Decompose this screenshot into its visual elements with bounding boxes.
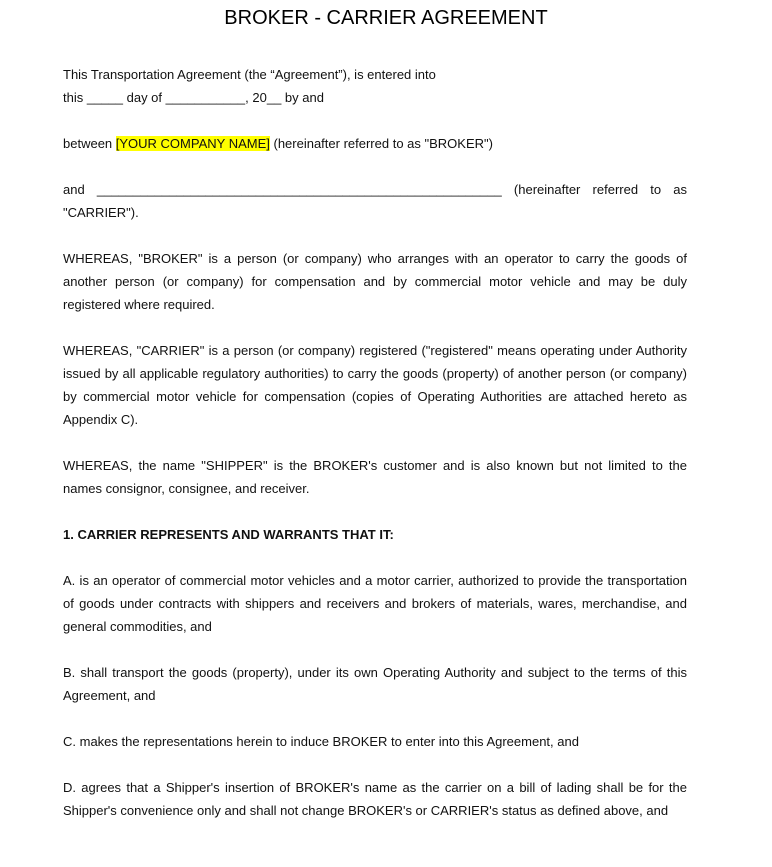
section-1-item-c: C. makes the representations herein to induce BROKER to enter into this Agreement, and [63,734,579,749]
company-name-placeholder: [YOUR COMPANY NAME] [115,136,270,151]
between-paragraph [63,132,687,155]
section-1-item-a: A. is an operator of commercial motor vehicles and a motor carrier, authorized to provide the transportation of goods under contracts with shippers and receivers and brokers of materials, wares, merchandise, and general commodities, and [63,573,687,634]
whereas-broker: WHEREAS, "BROKER" is a person (or company) who arranges with an operator to carry the goods of another person (or company) for compensation and by commercial motor vehicle and may be duly registered where required. [63,251,687,312]
between-suffix: (hereinafter referred to as "BROKER") [269,136,493,151]
section-1-item-b: B. shall transport the goods (property), under its own Operating Authority and subject to the terms of this Agreement, and [63,665,687,703]
intro-line-1: This Transportation Agreement (the “Agreement”), is entered into [63,67,436,82]
between-prefix: between [63,136,116,151]
whereas-carrier: WHEREAS, "CARRIER" is a person (or company) registered ("registered" means operating under Authority issued by all applicable regulatory authorities) to carry the goods (property) of another person (or company) by commercial motor vehicle for compensation (copies of Operating Authorities are attached hereto as Appendix C). [63,343,687,427]
intro-line-2: this _____ day of ___________, 20__ by and [63,90,324,105]
carrier-paragraph: and ________________________________________________________ (hereinafter referred to as "CARRIER"). [63,182,687,220]
intro-paragraph [63,63,687,109]
whereas-shipper: WHEREAS, the name "SHIPPER" is the BROKER's customer and is also known but not limited to the names consignor, consignee, and receiver. [63,458,687,496]
document-title: BROKER - CARRIER AGREEMENT [224,7,548,29]
section-1-item-d: D. agrees that a Shipper's insertion of BROKER's name as the carrier on a bill of lading shall be for the Shipper's convenience only and shall not change BROKER's or CARRIER's status as defined above, and [63,780,687,818]
section-1-heading: 1. CARRIER REPRESENTS AND WARRANTS THAT IT: [63,527,394,542]
document-body [63,63,687,845]
